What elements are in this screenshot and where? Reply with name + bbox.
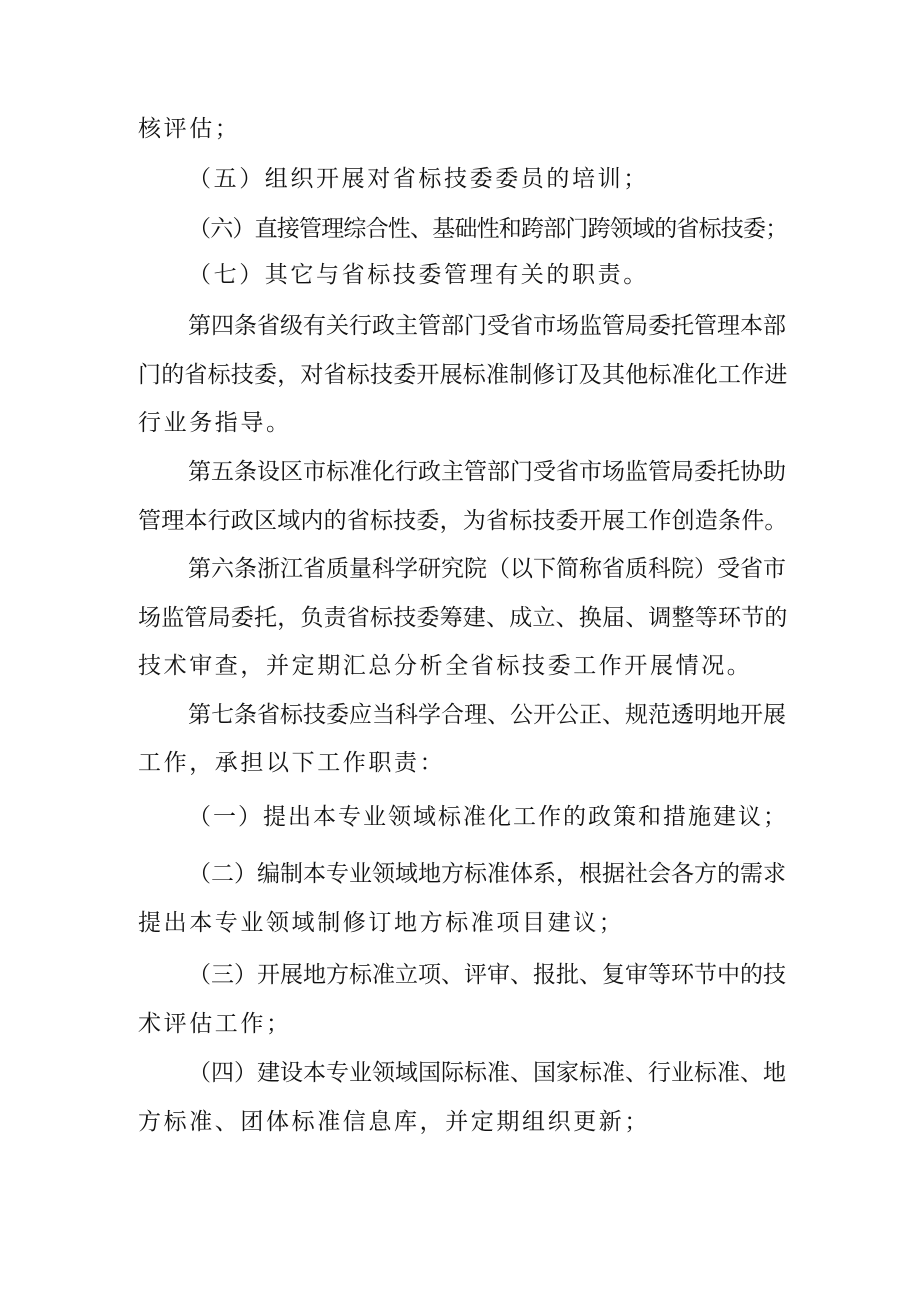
text-line-item-5: （五）组织开展对省标技委委员的培训； bbox=[188, 166, 649, 192]
text-line-item-6: （六）直接管理综合性、基础性和跨部门跨领域的省标技委； bbox=[188, 216, 788, 242]
article-5-line-1: 第五条设区市标准化行政主管部门受省市场监管局委托协助 bbox=[188, 459, 786, 485]
article-4-line-2: 门的省标技委，对省标技委开展标准制修订及其他标准化工作进 bbox=[138, 362, 788, 388]
text-line-item-7: （七）其它与省标技委管理有关的职责。 bbox=[188, 262, 649, 288]
article-7-line-1: 第七条省标技委应当科学合理、公开公正、规范透明地开展 bbox=[188, 702, 786, 728]
duty-item-2-line-1: （二）编制本专业领域地方标准体系，根据社会各方的需求 bbox=[188, 861, 786, 887]
article-6-line-3: 技术审查，并定期汇总分析全省标技委工作开展情况。 bbox=[138, 653, 753, 679]
article-4-line-3: 行业务指导。 bbox=[138, 410, 292, 436]
article-6-line-2: 场监管局委托，负责省标技委筹建、成立、换届、调整等环节的 bbox=[138, 605, 788, 631]
text-line-continuation: 核评估； bbox=[138, 116, 241, 142]
duty-item-4-line-1: （四）建设本专业领域国际标准、国家标准、行业标准、地 bbox=[188, 1060, 786, 1086]
duty-item-3-line-2: 术评估工作； bbox=[138, 1011, 292, 1037]
duty-item-4-line-2: 方标准、团体标准信息库，并定期组织更新； bbox=[138, 1109, 650, 1135]
article-4-line-1: 第四条省级有关行政主管部门受省市场监管局委托管理本部 bbox=[188, 313, 786, 339]
duty-item-2-line-2: 提出本专业领域制修订地方标准项目建议； bbox=[138, 910, 625, 936]
article-5-line-2: 管理本行政区域内的省标技委，为省标技委开展工作创造条件。 bbox=[138, 508, 788, 534]
article-7-line-2: 工作，承担以下工作职责： bbox=[138, 750, 446, 776]
duty-item-3-line-1: （三）开展地方标准立项、评审、报批、复审等环节中的技 bbox=[188, 962, 786, 988]
article-6-line-1: 第六条浙江省质量科学研究院（以下简称省质科院）受省市 bbox=[188, 556, 786, 582]
duty-item-1: （一）提出本专业领域标准化工作的政策和措施建议； bbox=[188, 804, 788, 830]
